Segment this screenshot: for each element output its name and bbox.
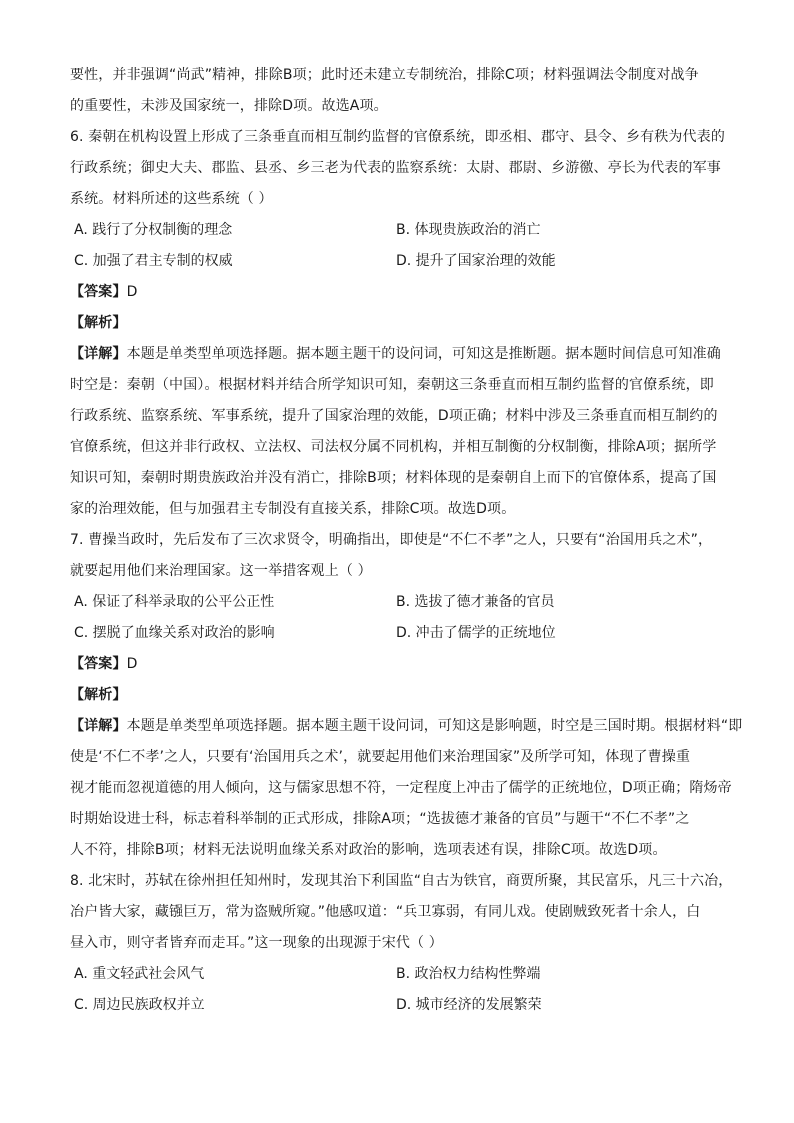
question-stem-line: 昼入市，则守者皆弃而走耳。”这一现象的出现源于宋代（ ） <box>70 935 443 951</box>
question-stem-line: 就要起用他们来治理国家。这一举措客观上（ ） <box>70 563 372 579</box>
question-7 <box>70 525 743 866</box>
detail-tag: 【详解】 <box>70 718 127 734</box>
option-d: D. 提升了国家治理的效能 <box>396 253 556 269</box>
option-a: A. 践行了分权制衡的理念 <box>74 222 233 238</box>
option-b: B. 选拔了德才兼备的官员 <box>396 594 555 610</box>
option-b: B. 体现贵族政治的消亡 <box>396 222 541 238</box>
question-stem-line: 6. 秦朝在机构设置上形成了三条垂直而相互制约监督的官僚系统，即丞相、郡守、县令、乡有秩为代表的 <box>70 129 726 145</box>
detail-line: 家的治理效能，但与加强君主专制没有直接关系，排除C项。故选D项。 <box>70 501 516 517</box>
detail-text: 本题是单类型单项选择题。据本题主题干的设问词，可知这是推断题。据本题时间信息可知准确 <box>126 346 721 362</box>
option-d: D. 冲击了儒学的正统地位 <box>396 625 556 641</box>
text-line: 要性，并非强调“尚武”精神，排除B项；此时还未建立专制统治，排除C项；材料强调法令制度对战争 <box>70 67 699 83</box>
answer-value: D <box>126 284 138 300</box>
options-row <box>70 215 724 246</box>
prev-explanation <box>70 60 724 122</box>
analysis-line <box>70 308 724 339</box>
exam-page <box>70 60 743 1021</box>
answer-tag: 【答案】 <box>70 284 127 300</box>
analysis-line <box>70 680 724 711</box>
answer-line <box>70 277 724 308</box>
analysis-tag: 【解析】 <box>70 315 127 331</box>
options-row <box>70 587 724 618</box>
options-row <box>70 618 724 649</box>
options-row <box>70 959 724 990</box>
question-stem-line: 8. 北宋时，苏轼在徐州担任知州时，发现其治下利国监“自古为铁官，商贾所聚，其民富乐，凡三十六冶， <box>70 873 733 889</box>
options-row <box>70 990 724 1021</box>
answer-line <box>70 649 724 680</box>
option-c: C. 摆脱了血缘关系对政治的影响 <box>74 625 275 641</box>
option-b: B. 政治权力结构性弊端 <box>396 966 541 982</box>
detail-line: 使是‘不仁不孝’之人，只要有‘治国用兵之术’，就要起用他们来治理国家”及所学可知，体现了曹操重 <box>70 749 691 765</box>
question-6 <box>70 122 724 525</box>
detail-line: 时期始设进士科，标志着科举制的正式形成，排除A项；“选拔德才兼备的官员”与题干“不仁不孝”之 <box>70 811 690 827</box>
option-a: A. 保证了科举录取的公平公正性 <box>74 594 275 610</box>
option-c: C. 加强了君主专制的权威 <box>74 253 233 269</box>
detail-line: 知识可知，秦朝时期贵族政治并没有消亡，排除B项；材料体现的是秦朝自上而下的官僚体系，提高了国 <box>70 470 717 486</box>
detail-line: 人不符，排除B项；材料无法说明血缘关系对政治的影响，选项表述有误，排除C项。故选D项。 <box>70 842 667 858</box>
question-8 <box>70 866 733 1021</box>
detail-text: 本题是单类型单项选择题。据本题主题干设问词，可知这是影响题，时空是三国时期。根据材料“即 <box>126 718 743 734</box>
question-stem-line: 7. 曹操当政时，先后发布了三次求贤令，明确指出，即使是“不仁不孝”之人，只要有“治国用兵之术”， <box>70 532 713 548</box>
question-stem-line: 冶户皆大家，藏镪巨万，常为盗贼所窥。”他感叹道：“兵卫寡弱，有同儿戏。使剧贼致死者十余人，白 <box>70 904 701 920</box>
options-row <box>70 246 724 277</box>
option-d: D. 城市经济的发展繁荣 <box>396 997 542 1013</box>
answer-tag: 【答案】 <box>70 656 127 672</box>
text-line: 的重要性，未涉及国家统一，排除D项。故选A项。 <box>70 98 388 114</box>
detail-tag: 【详解】 <box>70 346 127 362</box>
question-stem-line: 系统。材料所述的这些系统（ ） <box>70 191 273 207</box>
detail-line: 行政系统、监察系统、军事系统，提升了国家治理的效能，D项正确；材料中涉及三条垂直而相互制约的 <box>70 408 718 424</box>
answer-value: D <box>126 656 138 672</box>
detail-line <box>70 711 743 742</box>
analysis-tag: 【解析】 <box>70 687 127 703</box>
question-stem-line: 行政系统；御史大夫、郡监、县丞、乡三老为代表的监察系统：太尉、郡尉、乡游徼、亭长为代表的军事 <box>70 160 721 176</box>
detail-line: 视才能而忽视道德的用人倾向，这与儒家思想不符，一定程度上冲击了儒学的正统地位，D项正确；隋炀帝 <box>70 780 732 796</box>
detail-line: 官僚系统，但这并非行政权、立法权、司法权分属不同机构，并相互制衡的分权制衡，排除A项；据所学 <box>70 439 717 455</box>
option-a: A. 重文轻武社会风气 <box>74 966 205 982</box>
detail-line: 时空是：秦朝（中国）。根据材料并结合所学知识可知，秦朝这三条垂直而相互制约监督的官僚系统，即 <box>70 377 714 393</box>
detail-line <box>70 339 724 370</box>
option-c: C. 周边民族政权并立 <box>74 997 205 1013</box>
